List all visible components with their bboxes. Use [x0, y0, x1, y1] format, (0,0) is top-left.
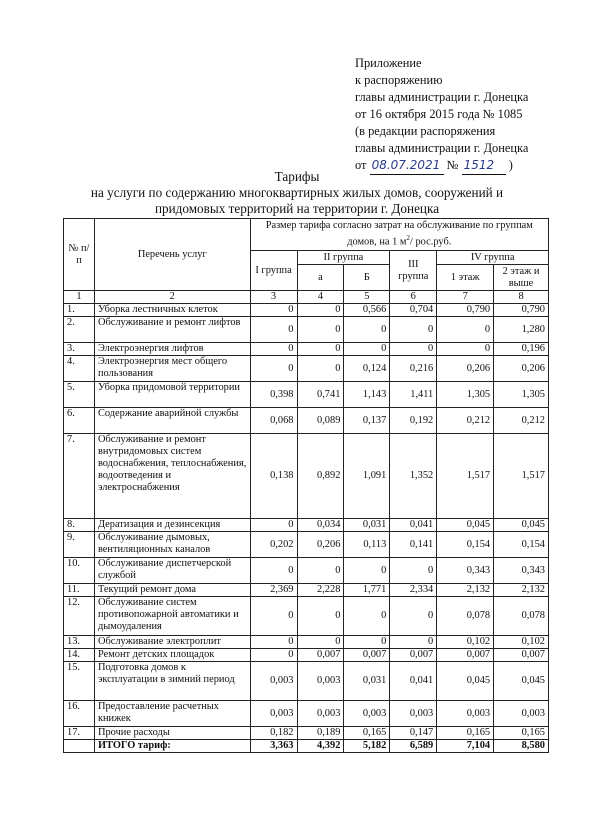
- tariff-value: 0,102: [437, 636, 494, 649]
- tariff-value: 0,003: [250, 662, 297, 701]
- tariff-value: 0,003: [494, 701, 549, 727]
- tariff-value: 0: [297, 343, 344, 356]
- header-group1: I группа: [250, 251, 297, 291]
- service-name: Уборка придомовой территории: [94, 382, 250, 408]
- tariff-value: 0: [250, 317, 297, 343]
- row-number: 4.: [64, 356, 95, 382]
- index-cell: 3: [250, 291, 297, 304]
- annex-line: к распоряжению: [355, 73, 443, 87]
- header-group4: IV группа: [437, 251, 549, 265]
- tariff-value: 1,771: [344, 584, 390, 597]
- tariff-value: 2,228: [297, 584, 344, 597]
- tariff-value: 0,007: [494, 649, 549, 662]
- header-tariff: [250, 219, 548, 251]
- tariff-value: 0,165: [344, 727, 390, 740]
- total-value: 3,363: [250, 740, 297, 753]
- table-row: [64, 558, 549, 584]
- tariff-value: 0,124: [344, 356, 390, 382]
- tariff-value: 2,369: [250, 584, 297, 597]
- annex-line: Приложение: [355, 56, 422, 70]
- index-row: [64, 291, 549, 304]
- tariff-value: 0,078: [437, 597, 494, 636]
- row-number: 10.: [64, 558, 95, 584]
- tariff-value: 0: [297, 636, 344, 649]
- tariff-value: 0: [250, 558, 297, 584]
- tariff-value: 1,517: [437, 434, 494, 519]
- service-name: Подготовка домов к эксплуатации в зимний период: [94, 662, 250, 701]
- service-name: Обслуживание и ремонт внутридомовых систем водоснабжения, теплоснабжения, водоотведения и электроснабжения: [94, 434, 250, 519]
- tariff-value: 0: [297, 317, 344, 343]
- table-body: [64, 291, 549, 753]
- tariff-value: 0,003: [437, 701, 494, 727]
- tariff-value: 0,398: [250, 382, 297, 408]
- tariff-value: 0,031: [344, 662, 390, 701]
- tariff-value: 1,091: [344, 434, 390, 519]
- tariff-value: 0,790: [437, 304, 494, 317]
- tariff-value: 0,007: [297, 649, 344, 662]
- tariff-value: 0,206: [297, 532, 344, 558]
- table-row: [64, 317, 549, 343]
- tariff-value: 0,141: [390, 532, 437, 558]
- row-number: 11.: [64, 584, 95, 597]
- annex-line: (в редакции распоряжения: [355, 124, 496, 138]
- header-no: № п/п: [64, 219, 95, 291]
- tariff-value: 0: [297, 356, 344, 382]
- row-number: 2.: [64, 317, 95, 343]
- tariff-value: 0,566: [344, 304, 390, 317]
- total-number-cell: [64, 740, 95, 753]
- tariff-value: 0: [344, 636, 390, 649]
- tariff-value: 1,280: [494, 317, 549, 343]
- table-row: [64, 304, 549, 317]
- annex-line: от 16 октября 2015 года № 1085: [355, 107, 523, 121]
- tariff-value: 0: [344, 558, 390, 584]
- tariff-value: 0: [390, 343, 437, 356]
- tariff-value: 0,003: [344, 701, 390, 727]
- tariff-value: 0: [250, 356, 297, 382]
- total-value: 5,182: [344, 740, 390, 753]
- tariff-value: 0,196: [494, 343, 549, 356]
- tariff-value: 0,189: [297, 727, 344, 740]
- tariff-value: 0: [390, 597, 437, 636]
- service-name: Предоставление расчетных книжек: [94, 701, 250, 727]
- tariff-value: 0,045: [494, 662, 549, 701]
- tariff-value: 0,206: [437, 356, 494, 382]
- table-row: [64, 649, 549, 662]
- table-row: [64, 584, 549, 597]
- tariff-value: 0,045: [494, 519, 549, 532]
- row-number: 13.: [64, 636, 95, 649]
- service-name: Электроэнергия мест общего пользования: [94, 356, 250, 382]
- service-name: Уборка лестничных клеток: [94, 304, 250, 317]
- row-number: 6.: [64, 408, 95, 434]
- tariff-value: 1,411: [390, 382, 437, 408]
- row-number: 7.: [64, 434, 95, 519]
- tariff-value: 0,138: [250, 434, 297, 519]
- row-number: 1.: [64, 304, 95, 317]
- tariff-value: 0: [250, 519, 297, 532]
- header-group4-floor2: 2 этаж и выше: [494, 265, 549, 291]
- total-row: [64, 740, 549, 753]
- tariff-value: 0: [390, 636, 437, 649]
- total-value: 6,589: [390, 740, 437, 753]
- tariff-value: 1,143: [344, 382, 390, 408]
- tariff-value: 0: [297, 558, 344, 584]
- header-group2a: а: [297, 265, 344, 291]
- row-number: 8.: [64, 519, 95, 532]
- handwritten-number: 1512: [462, 157, 506, 175]
- document-subtitle-line1: на услуги по содержанию многоквартирных жилых домов, сооружений и: [90, 185, 504, 200]
- header-tariff-sup: 2: [406, 234, 410, 243]
- tariff-value: 0: [250, 597, 297, 636]
- tariff-value: 0,192: [390, 408, 437, 434]
- service-name: Обслуживание дымовых, вентиляционных каналов: [94, 532, 250, 558]
- tariff-value: 0,102: [494, 636, 549, 649]
- tariff-value: 0,003: [297, 701, 344, 727]
- header-group2b: Б: [344, 265, 390, 291]
- tariff-value: 1,517: [494, 434, 549, 519]
- table-row: [64, 662, 549, 701]
- row-number: 3.: [64, 343, 95, 356]
- tariff-value: 0,031: [344, 519, 390, 532]
- tariff-value: 0: [437, 343, 494, 356]
- tariff-value: 0,007: [390, 649, 437, 662]
- service-name: Обслуживание электроплит: [94, 636, 250, 649]
- table-row: [64, 727, 549, 740]
- service-name: Прочие расходы: [94, 727, 250, 740]
- row-number: 16.: [64, 701, 95, 727]
- table-row: [64, 532, 549, 558]
- index-cell: 6: [390, 291, 437, 304]
- handwritten-date: 08.07.2021: [370, 157, 444, 175]
- tariff-value: 1,305: [494, 382, 549, 408]
- tariff-table: [63, 218, 549, 753]
- tariff-value: 0: [297, 597, 344, 636]
- header-tariff-tail: / рос.руб.: [410, 236, 452, 248]
- tariff-value: 0,154: [437, 532, 494, 558]
- annex-line: главы администрации г. Донецка: [355, 141, 529, 155]
- total-value: 8,580: [494, 740, 549, 753]
- tariff-value: 0: [390, 317, 437, 343]
- tariff-value: 0,137: [344, 408, 390, 434]
- header-group3: III группа: [390, 251, 437, 291]
- row-number: 9.: [64, 532, 95, 558]
- tariff-value: 0: [250, 343, 297, 356]
- table-row: [64, 636, 549, 649]
- index-cell: 4: [297, 291, 344, 304]
- tariff-value: 0,165: [494, 727, 549, 740]
- header-tariff-main: Размер тарифа согласно затрат на обслуживание по группам домов, на 1 м: [265, 220, 533, 248]
- tariff-value: 0,003: [390, 701, 437, 727]
- tariff-value: 0,078: [494, 597, 549, 636]
- tariff-value: 0,003: [250, 701, 297, 727]
- row-number: 12.: [64, 597, 95, 636]
- table-row: [64, 597, 549, 636]
- tariff-value: 1,352: [390, 434, 437, 519]
- tariff-value: 0,154: [494, 532, 549, 558]
- document-subtitle-line2: придомовых территорий на территории г. Донецка: [154, 201, 440, 216]
- service-name: Дератизация и дезинсекция: [94, 519, 250, 532]
- tariff-value: 0,045: [437, 519, 494, 532]
- row-number: 17.: [64, 727, 95, 740]
- tariff-value: 0,007: [437, 649, 494, 662]
- document-title: Тарифы: [274, 169, 320, 184]
- tariff-value: 0,216: [390, 356, 437, 382]
- annex-from: от: [355, 158, 367, 172]
- tariff-value: 1,305: [437, 382, 494, 408]
- service-name: Обслуживание систем противопожарной автоматики и дымоудаления: [94, 597, 250, 636]
- total-value: 4,392: [297, 740, 344, 753]
- service-name: Содержание аварийной службы: [94, 408, 250, 434]
- tariff-value: 0: [344, 597, 390, 636]
- tariff-value: 0,704: [390, 304, 437, 317]
- tariff-value: 0,343: [437, 558, 494, 584]
- header-service: Перечень услуг: [94, 219, 250, 291]
- tariff-value: 0,182: [250, 727, 297, 740]
- tariff-value: 2,334: [390, 584, 437, 597]
- table-row: [64, 408, 549, 434]
- table-row: [64, 519, 549, 532]
- service-name: Ремонт детских площадок: [94, 649, 250, 662]
- index-cell: 2: [94, 291, 250, 304]
- number-sign: №: [446, 158, 459, 172]
- row-number: 15.: [64, 662, 95, 701]
- tariff-value: 0,741: [297, 382, 344, 408]
- tariff-value: 0: [344, 317, 390, 343]
- tariff-value: 0,892: [297, 434, 344, 519]
- index-cell: 7: [437, 291, 494, 304]
- tariff-value: 2,132: [494, 584, 549, 597]
- table-row: [64, 701, 549, 727]
- service-name: Текущий ремонт дома: [94, 584, 250, 597]
- tariff-value: 0,045: [437, 662, 494, 701]
- tariff-value: 0,113: [344, 532, 390, 558]
- row-number: 14.: [64, 649, 95, 662]
- tariff-value: 0,202: [250, 532, 297, 558]
- index-cell: 8: [494, 291, 549, 304]
- tariff-value: 0: [297, 304, 344, 317]
- tariff-value: 0,041: [390, 519, 437, 532]
- annex-block: [355, 55, 528, 175]
- tariff-value: 0,147: [390, 727, 437, 740]
- total-value: 7,104: [437, 740, 494, 753]
- table-row: [64, 434, 549, 519]
- tariff-value: 0,212: [494, 408, 549, 434]
- service-name: Обслуживание и ремонт лифтов: [94, 317, 250, 343]
- service-name: Электроэнергия лифтов: [94, 343, 250, 356]
- tariff-value: 2,132: [437, 584, 494, 597]
- tariff-value: 0: [250, 636, 297, 649]
- tariff-value: 0,790: [494, 304, 549, 317]
- service-name: Обслуживание диспетчерской службой: [94, 558, 250, 584]
- annex-line: главы администрации г. Донецка: [355, 90, 529, 104]
- annex-closing: ): [508, 158, 513, 172]
- tariff-value: 0,041: [390, 662, 437, 701]
- row-number: 5.: [64, 382, 95, 408]
- tariff-value: 0: [390, 558, 437, 584]
- tariff-value: 0,343: [494, 558, 549, 584]
- tariff-value: 0: [250, 304, 297, 317]
- tariff-value: 0: [344, 343, 390, 356]
- table-row: [64, 382, 549, 408]
- tariff-value: 0,165: [437, 727, 494, 740]
- tariff-value: 0,003: [297, 662, 344, 701]
- header-group2: II группа: [297, 251, 390, 265]
- total-label: ИТОГО тариф:: [94, 740, 250, 753]
- tariff-value: 0,212: [437, 408, 494, 434]
- index-cell: 1: [64, 291, 95, 304]
- tariff-value: 0: [437, 317, 494, 343]
- table-row: [64, 343, 549, 356]
- header-group4-floor1: 1 этаж: [437, 265, 494, 291]
- table-row: [64, 356, 549, 382]
- index-cell: 5: [344, 291, 390, 304]
- tariff-value: 0,007: [344, 649, 390, 662]
- tariff-value: 0,089: [297, 408, 344, 434]
- tariff-value: 0,068: [250, 408, 297, 434]
- tariff-value: 0: [250, 649, 297, 662]
- tariff-value: 0,034: [297, 519, 344, 532]
- tariff-value: 0,206: [494, 356, 549, 382]
